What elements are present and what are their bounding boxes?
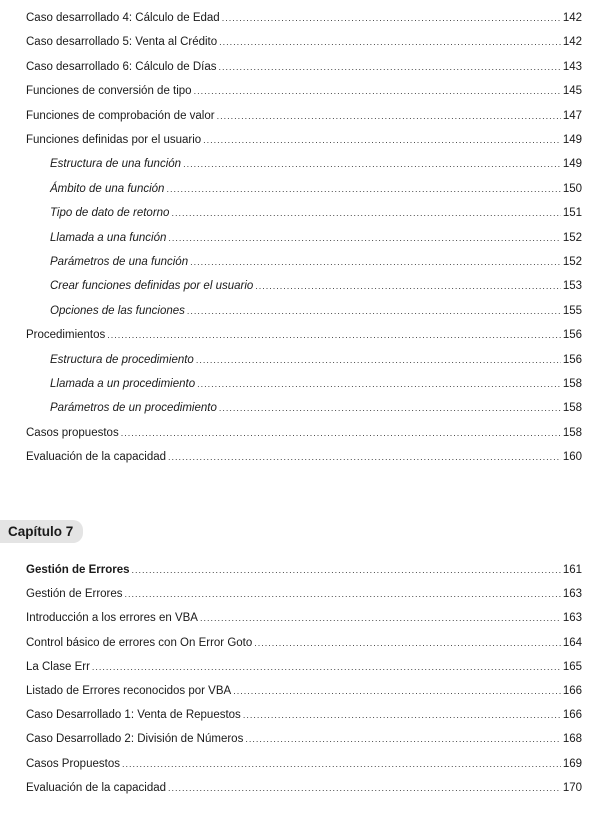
toc-entry-page: 142 <box>562 12 582 24</box>
toc-entry-page: 156 <box>562 353 582 366</box>
toc-leader-dots <box>183 157 561 171</box>
toc-entry-page: 158 <box>562 402 582 415</box>
toc-entry <box>26 757 582 771</box>
toc-entry-page: 169 <box>562 757 582 770</box>
toc-entry <box>26 133 582 147</box>
toc-entry-title: Funciones definidas por el usuario <box>26 134 202 146</box>
toc-entry-page: 170 <box>562 781 582 794</box>
toc-entry-title: Funciones de comprobación de valor <box>26 109 215 122</box>
toc-leader-dots <box>222 11 561 25</box>
toc-entry <box>50 206 582 220</box>
toc-entry-title: Gestión de Errores <box>26 588 123 601</box>
toc-leader-dots <box>92 660 561 674</box>
toc-entry <box>26 11 582 25</box>
toc-entry <box>26 450 582 464</box>
toc-entry <box>50 255 582 269</box>
toc-entry <box>26 60 582 74</box>
toc-entry-page: 164 <box>562 636 582 649</box>
toc-entry-page: 142 <box>562 36 582 49</box>
toc-entry <box>50 377 582 391</box>
toc-entry <box>50 279 582 293</box>
toc-entry <box>50 353 582 367</box>
toc-entry <box>50 231 582 245</box>
toc-entry-page: 149 <box>562 158 582 171</box>
toc-entry <box>26 587 582 601</box>
toc-entry-title: Ámbito de una función <box>50 182 165 195</box>
toc-entry-page: 151 <box>562 207 582 220</box>
toc-entry-page: 147 <box>562 109 582 122</box>
toc-leader-dots <box>219 401 561 415</box>
toc-leader-dots <box>168 781 561 795</box>
toc-leader-dots <box>245 732 560 746</box>
toc-leader-dots <box>166 182 560 196</box>
toc-leader-dots <box>190 255 561 269</box>
toc-entry-page: 165 <box>562 660 582 673</box>
toc-entry-title: Tipo de dato de retorno <box>50 207 170 220</box>
toc-leader-dots <box>196 353 561 367</box>
toc-entry-page: 166 <box>562 685 582 697</box>
toc-entry-page: 168 <box>562 733 582 746</box>
toc-entry-page: 158 <box>562 426 582 439</box>
toc-leader-dots <box>107 328 561 342</box>
toc-leader-dots <box>243 708 561 722</box>
toc-entry <box>26 684 582 698</box>
toc-entry-title: Gestión de Errores <box>26 564 130 576</box>
toc-entry <box>26 426 582 440</box>
toc-entry <box>50 182 582 196</box>
toc-entry <box>50 304 582 318</box>
toc-entry-page: 143 <box>562 60 582 73</box>
toc-entry-title: Parámetros de un procedimiento <box>50 402 217 415</box>
toc-leader-dots <box>255 279 561 293</box>
toc-entry-page: 145 <box>562 85 582 98</box>
toc-entry-page: 152 <box>562 256 582 268</box>
toc-entry-page: 150 <box>562 182 582 195</box>
toc-leader-dots <box>121 426 561 440</box>
toc-entry-title: Crear funciones definidas por el usuario <box>50 280 254 293</box>
toc-entry-title: Estructura de una función <box>50 158 182 171</box>
toc-leader-dots <box>219 60 561 74</box>
toc-entry-title: Opciones de las funciones <box>50 304 185 317</box>
toc-leader-dots <box>125 587 561 601</box>
toc-entry-title: La Clase Err <box>26 660 90 673</box>
toc-entry <box>26 611 582 625</box>
toc-entry-page: 153 <box>562 280 582 293</box>
toc-entry-page: 166 <box>562 709 582 722</box>
toc-entry-title: Casos propuestos <box>26 426 119 439</box>
toc-entry-page: 156 <box>562 329 582 342</box>
toc-leader-dots <box>132 563 561 577</box>
toc-entry-title: Caso Desarrollado 2: División de Números <box>26 733 244 746</box>
toc-leader-dots <box>233 684 561 698</box>
toc-entry-title: Evaluación de la capacidad <box>26 781 167 794</box>
toc-leader-dots <box>122 757 561 771</box>
toc-entry-title: Procedimientos <box>26 329 106 342</box>
toc-leader-dots <box>254 636 561 650</box>
toc-entry-title: Caso desarrollado 4: Cálculo de Edad <box>26 12 220 24</box>
chapter-heading: Capítulo 7 <box>0 520 83 543</box>
toc-entry <box>26 732 582 746</box>
toc-leader-dots <box>194 84 561 98</box>
toc-entry-title: Control básico de errores con On Error Goto <box>26 636 253 649</box>
toc-entry-title: Funciones de conversión de tipo <box>26 85 192 98</box>
toc-entry-title: Caso Desarrollado 1: Venta de Repuestos <box>26 709 241 722</box>
toc-entry-page: 163 <box>562 612 582 625</box>
toc-leader-dots <box>197 377 561 391</box>
toc-leader-dots <box>187 304 561 318</box>
toc-entry <box>26 84 582 98</box>
toc-entry-title: Evaluación de la capacidad <box>26 451 167 464</box>
toc-entry-page: 163 <box>562 588 582 601</box>
toc-leader-dots <box>203 133 561 147</box>
toc-entry-page: 161 <box>562 564 582 576</box>
toc-entry <box>26 328 582 342</box>
toc-entry-title: Llamada a una función <box>50 231 167 244</box>
toc-leader-dots <box>171 206 560 220</box>
toc-leader-dots <box>217 109 561 123</box>
toc-entry-page: 158 <box>562 378 582 390</box>
toc-entry <box>26 781 582 795</box>
toc-entry <box>26 708 582 722</box>
toc-leader-dots <box>168 231 560 245</box>
toc-entry <box>26 636 582 650</box>
toc-entry-page: 149 <box>562 134 582 146</box>
toc-entry-title: Introducción a los errores en VBA <box>26 612 198 625</box>
toc-entry-title: Parámetros de una función <box>50 256 189 268</box>
toc-entry <box>50 401 582 415</box>
toc-leader-dots <box>200 611 561 625</box>
toc-entry-title: Llamada a un procedimiento <box>50 378 196 390</box>
toc-entry <box>26 109 582 123</box>
toc-entry-title: Caso desarrollado 6: Cálculo de Días <box>26 60 217 73</box>
toc-entry <box>26 35 582 49</box>
toc-entry <box>50 157 582 171</box>
toc-entry-page: 152 <box>562 231 582 244</box>
toc-entry-page: 160 <box>562 451 582 464</box>
toc-entry-title: Casos Propuestos <box>26 757 120 770</box>
toc-entry <box>26 660 582 674</box>
toc-entry-title: Estructura de procedimiento <box>50 353 194 366</box>
toc-entry-page: 155 <box>562 304 582 317</box>
toc-entry-title: Listado de Errores reconocidos por VBA <box>26 685 232 697</box>
toc-leader-dots <box>168 450 561 464</box>
toc-leader-dots <box>219 35 561 49</box>
toc-entry-title: Caso desarrollado 5: Venta al Crédito <box>26 36 218 49</box>
toc-entry <box>26 563 582 577</box>
